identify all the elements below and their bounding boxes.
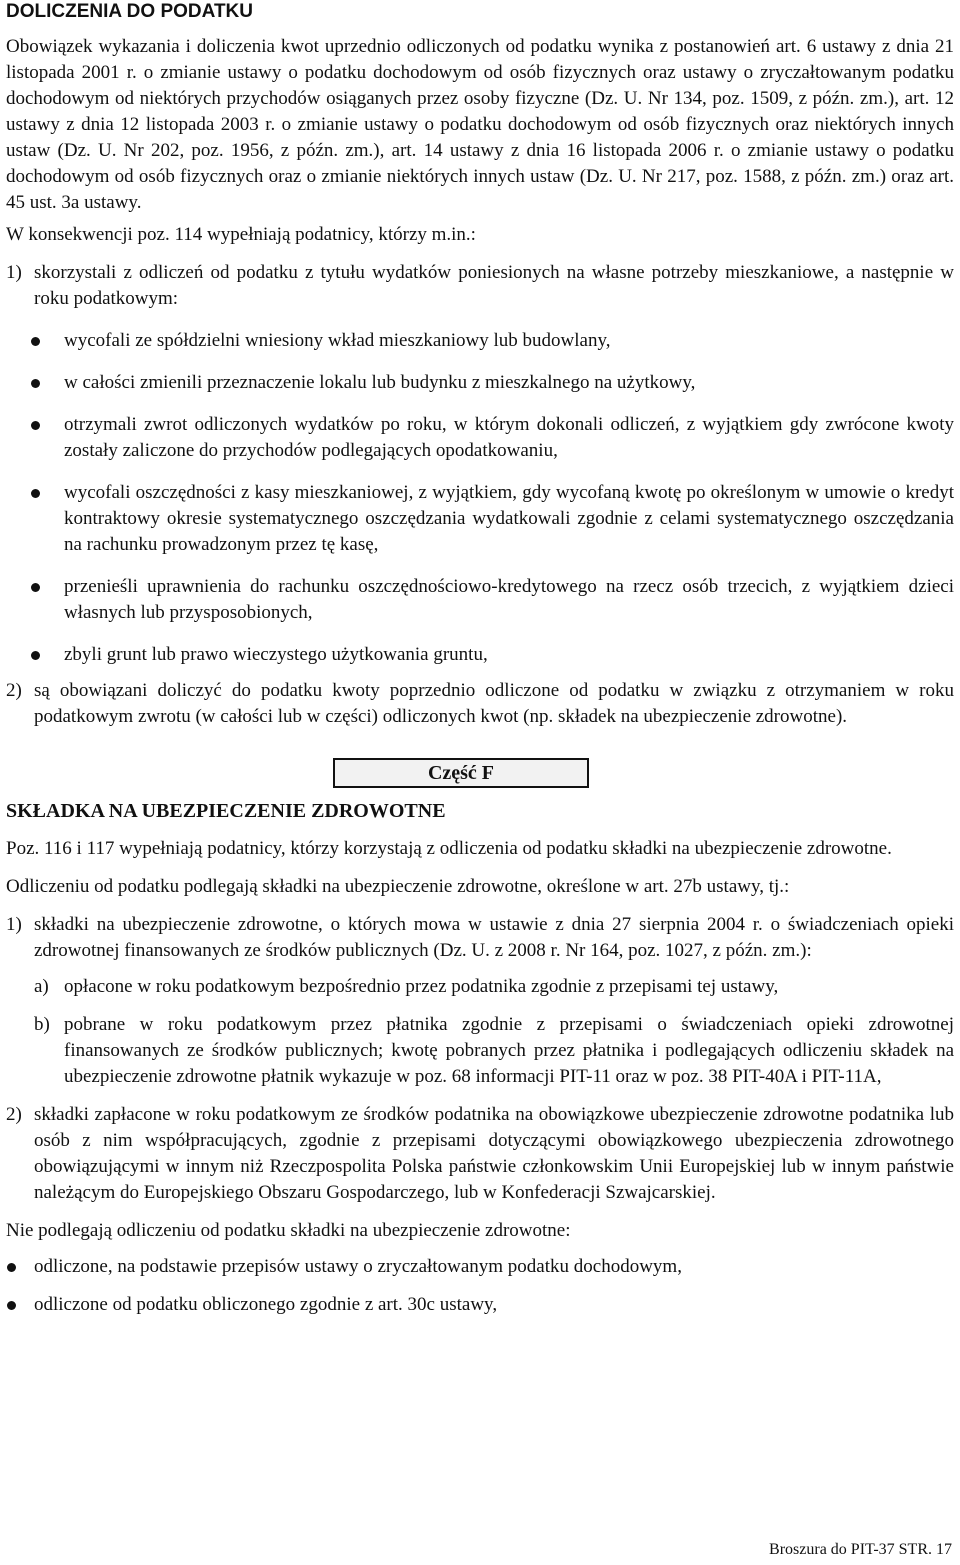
list-item: odliczone, na podstawie przepisów ustawy o zryczałtowanym podatku dochodowym, <box>6 1254 954 1280</box>
list-item: wycofali oszczędności z kasy mieszkaniowej, z wyjątkiem, gdy wycofaną kwotę po określonym w umowie o kredyt kontraktowy okresie systematycznego oszczędzania wydatkowali zgodnie z celami systematycznego oszczędzania na rachunku prowadzonym przez tę kasę, <box>6 480 954 558</box>
page-footer: Broszura do PIT-37 STR. 17 <box>769 1541 952 1558</box>
intro-paragraph: Obowiązek wykazania i doliczenia kwot uprzednio odliczonych od podatku wynika z postanowień art. 6 ustawy z dnia 21 listopada 2001 r. o zmianie ustawy o podatku dochodowym od osób fizycznych oraz ustawy o zryczałtowanym podatku dochodowym od niektórych przychodów osiąganych przez osoby fizyczne (Dz. U. Nr 134, poz. 1509, z późn. zm.), art. 12 ustawy z dnia 12 listopada 2003 r. o zmianie ustawy o podatku dochodowym od osób fizycznych oraz niektórych innych ustaw (Dz. U. Nr 202, poz. 1956, z późn. zm.), art. 14 ustawy z dnia 16 listopada 2006 r. o zmianie ustawy o podatku dochodowym od osób fizycznych oraz o zmianie niektórych innych ustaw (Dz. U. Nr 217, poz. 1588, z późn. zm.) oraz art. 45 ust. 3a ustawy. <box>6 36 954 213</box>
item-text: skorzystali z odliczeń od podatku z tytułu wydatków poniesionych na własne potrzeby mieszkaniowe, a następnie w roku podatkowym: <box>34 262 954 309</box>
bullet-icon <box>31 421 40 430</box>
list-item: w całości zmienili przeznaczenie lokalu lub budynku z mieszkalnego na użytkowy, <box>6 370 954 396</box>
section-title: SKŁADKA NA UBEZPIECZENIE ZDROWOTNE <box>6 800 446 822</box>
obligation-item-1 <box>6 260 954 312</box>
bullet-icon <box>31 583 40 592</box>
item-number: 2) <box>6 1104 22 1125</box>
bullet-icon <box>31 489 40 498</box>
document-page <box>6 0 954 1318</box>
subitem-letter: b) <box>34 1014 50 1035</box>
item-number: 1) <box>6 914 22 935</box>
item-text: składki zapłacone w roku podatkowym ze środków podatnika na obowiązkowe ubezpieczenie zdrowotne podatnika lub osób z nim współpracujących, zgodnie z przepisami dotyczącymi obowiązkowego ubezpieczenia zdrowotnego obowiązującymi w innym niż Rzeczpospolita Polska państwie członkowskim Unii Europejskiej lub w innym państwie należącym do Europejskiego Obszaru Gospodarczego, lub w Konfederacji Szwajcarskiej. <box>34 1104 954 1203</box>
list-item: zbyli grunt lub prawo wieczystego użytkowania gruntu, <box>6 642 954 668</box>
item-text: składki na ubezpieczenie zdrowotne, o których mowa w ustawie z dnia 27 sierpnia 2004 r. o świadczeniach opieki zdrowotnej finansowanych ze środków publicznych (Dz. U. z 2008 r. Nr 164, poz. 1027, z późn. zm.): <box>34 914 954 961</box>
not-deductible-intro: Nie podlegają odliczeniu od podatku składki na ubezpieczenie zdrowotne: <box>6 1220 571 1241</box>
odliczeniu-paragraph: Odliczeniu od podatku podlegają składki na ubezpieczenie zdrowotne, określone w art. 27b ustawy, tj.: <box>6 876 790 897</box>
bullet-icon <box>7 1263 16 1272</box>
bullet-icon <box>31 651 40 660</box>
section-heading: DOLICZENIA DO PODATKU <box>6 1 253 22</box>
item-number: 2) <box>6 680 22 701</box>
list-item: przenieśli uprawnienia do rachunku oszczędnościowo-kredytowego na rzecz osób trzecich, z wyjątkiem dzieci własnych lub przysposobionych, <box>6 574 954 626</box>
list-item: wycofali ze spółdzielni wniesiony wkład mieszkaniowy lub budowlany, <box>6 328 954 354</box>
obligation-item-2 <box>6 678 954 730</box>
not-deductible-list <box>6 1254 954 1318</box>
health-item-2 <box>6 1102 954 1206</box>
part-label: Część F <box>427 762 495 784</box>
obligation-bullet-list <box>6 328 954 668</box>
item-text: są obowiązani doliczyć do podatku kwoty poprzednio odliczone od podatku w związku z otrzymaniem w roku podatkowym zwrotu (w całości lub w części) odliczonych kwot (np. składek na ubezpieczenie zdrowotne). <box>34 680 954 727</box>
bullet-icon <box>31 379 40 388</box>
health-subitem-a <box>6 974 954 1000</box>
subitem-text: pobrane w roku podatkowym przez płatnika zgodnie z przepisami o świadczeniach opieki zdrowotnej finansowanych ze środków publicznych; kwotę pobranych przez płatnika i podlegających odliczeniu składek na ubezpieczenie zdrowotne płatnik wykazuje w poz. 68 informacji PIT-11 oraz w poz. 38 PIT-40A i PIT-11A, <box>64 1014 954 1087</box>
health-subitem-b <box>6 1012 954 1090</box>
item-number: 1) <box>6 262 22 283</box>
subitem-letter: a) <box>34 976 49 997</box>
list-item: otrzymali zwrot odliczonych wydatków po roku, w którym dokonali odliczeń, z wyjątkiem gdy zwrócone kwoty zostały zaliczone do przychodów podlegających opodatkowaniu, <box>6 412 954 464</box>
bullet-icon <box>7 1301 16 1310</box>
consequence-paragraph: W konsekwencji poz. 114 wypełniają podatnicy, którzy m.in.: <box>6 224 476 245</box>
poz-paragraph: Poz. 116 i 117 wypełniają podatnicy, którzy korzystają z odliczenia od podatku składki na ubezpieczenie zdrowotne. <box>6 838 892 859</box>
subitem-text: opłacone w roku podatkowym bezpośrednio przez podatnika zgodnie z przepisami tej ustawy, <box>64 976 779 997</box>
health-item-1 <box>6 912 954 964</box>
list-item: odliczone od podatku obliczonego zgodnie z art. 30c ustawy, <box>6 1292 954 1318</box>
bullet-icon <box>31 337 40 346</box>
part-label-box <box>333 758 589 788</box>
